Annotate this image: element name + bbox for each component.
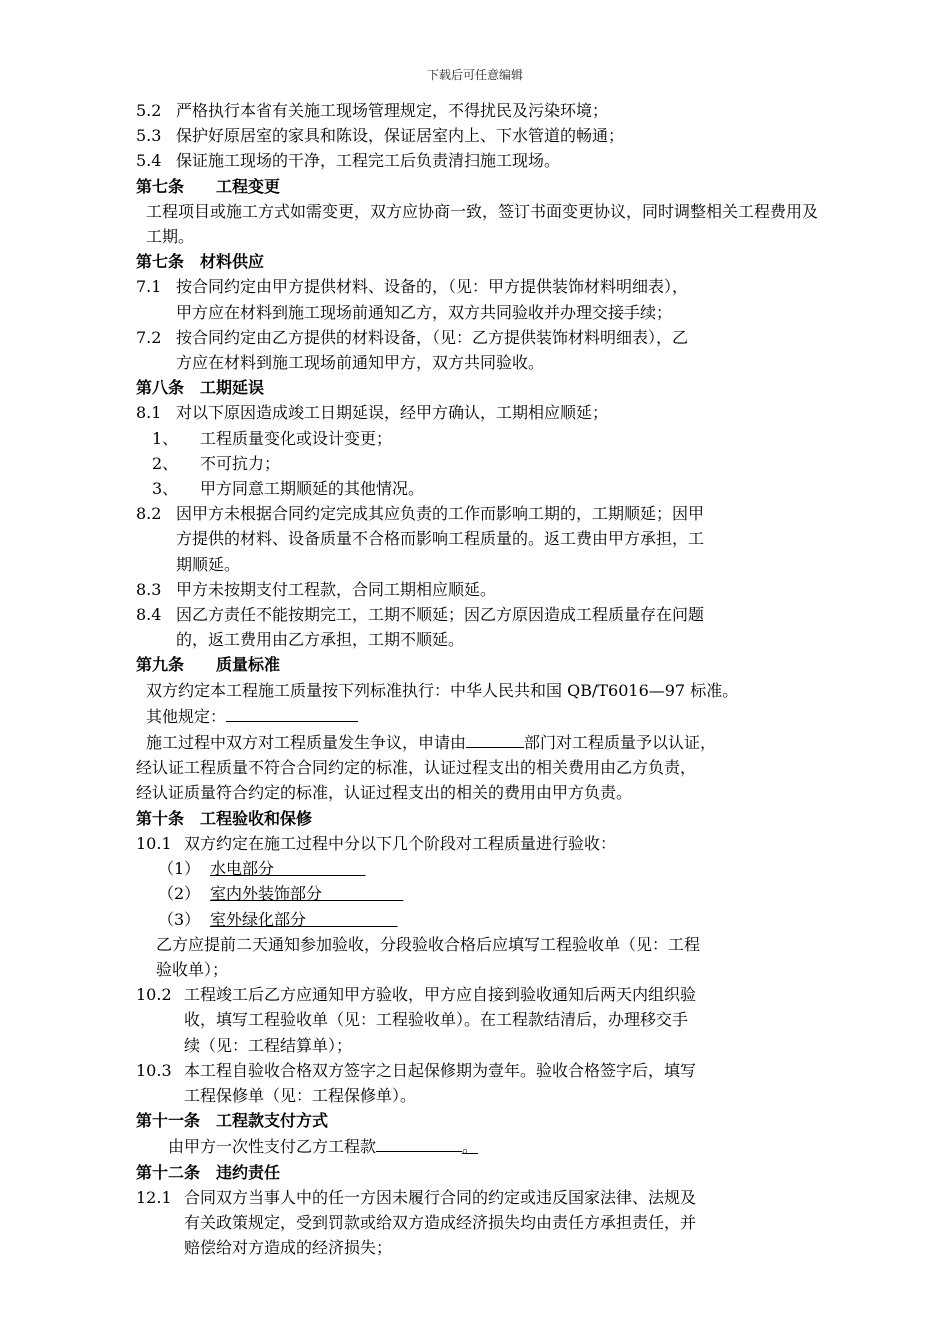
clause-number: 7.1 [136, 277, 162, 297]
clause-7-1 [136, 274, 826, 299]
inspection-stage [136, 907, 826, 932]
dispute-text: 施工过程中双方对工程质量发生争议，申请由 [146, 733, 467, 753]
clause-text: 按合同约定由乙方提供的材料设备，（见：乙方提供装饰材料明细表），乙 [176, 327, 689, 347]
payment-clause [136, 1133, 826, 1159]
stage-text: 水电部分 [210, 859, 366, 879]
clause-text-continued: 的，返工费用由乙方承担，工期不顺延。 [176, 630, 465, 650]
clause-text: 工程竣工后乙方应通知甲方验收，甲方应自接到验收通知后两天内组织验 [184, 985, 697, 1005]
inspection-stage [136, 856, 826, 881]
stage-number: （1） [158, 859, 201, 879]
dispute-clause-continued: 经认证质量符合约定的标准，认证过程支出的相关的费用由甲方负责。 [136, 783, 633, 803]
list-item [136, 451, 826, 476]
page-header: 下载后可任意编辑 [426, 68, 523, 82]
clause-number: 5.4 [136, 151, 162, 171]
clause-text: 因乙方责任不能按期完工，工期不顺延；因乙方原因造成工程质量存在问题 [176, 605, 705, 625]
inspection-notice: 乙方应提前二天通知参加验收，分段验收合格后应填写工程验收单（见：工程 [156, 934, 701, 954]
other-provisions-label: 其他规定： [146, 706, 227, 726]
clause-text-continued: 工程保修单（见：工程保修单）。 [184, 1085, 417, 1105]
article-heading: 第十条 工程验收和保修 [136, 808, 313, 828]
clause-text: 因甲方未根据合同约定完成其应负责的工作而影响工期的，工期顺延；因甲 [176, 504, 705, 524]
article-heading: 第十二条 违约责任 [136, 1162, 281, 1182]
clause-text-continued: 方应在材料到施工现场前通知甲方，双方共同验收。 [176, 353, 545, 373]
clause-number: 8.1 [136, 403, 162, 423]
clause-text: 对以下原因造成竣工日期延误，经甲方确认，工期相应顺延； [176, 403, 609, 423]
clause-number: 8.2 [136, 504, 162, 524]
dispute-text: 部门对工程质量予以认证， [524, 733, 717, 753]
quality-standard-text [136, 678, 826, 703]
clause-number: 10.2 [136, 985, 172, 1005]
payment-text: 由甲方一次性支付乙方工程款 [168, 1137, 377, 1157]
clause-text: 按合同约定由甲方提供材料、设备的，（见：甲方提供装饰材料明细表）， [176, 277, 689, 297]
clause-5-4 [136, 148, 826, 173]
article-heading: 第七条 材料供应 [136, 252, 265, 272]
department-blank[interactable] [466, 729, 524, 748]
clause-text: 严格执行本省有关施工现场管理规定，不得扰民及污染环境； [176, 101, 609, 120]
list-text: 工程质量变化或设计变更； [200, 428, 393, 448]
clause-10-1 [136, 831, 826, 856]
standard-statement: 双方约定本工程施工质量按下列标准执行：中华人民共和国 QB/T6016—97 标准。 [146, 680, 739, 700]
clause-text: 保护好原居室的家具和陈设，保证居室内上、下水管道的畅通； [176, 126, 625, 146]
clause-number: 12.1 [136, 1187, 172, 1207]
clause-5-3 [136, 123, 826, 148]
dispute-clause [136, 729, 826, 755]
clause-7-2 [136, 325, 826, 350]
payment-end: 。 [462, 1137, 479, 1157]
list-number: 3、 [152, 479, 179, 499]
clause-8-4 [136, 602, 826, 627]
other-provisions [136, 703, 826, 729]
stage-text: 室外绿化部分 [210, 909, 398, 929]
clause-number: 10.3 [136, 1060, 172, 1080]
article-heading: 第九条 质量标准 [136, 655, 281, 675]
list-item [136, 426, 826, 451]
stage-text: 室内外装饰部分 [210, 884, 404, 904]
clause-number: 8.3 [136, 579, 162, 599]
article-heading: 第七条 工程变更 [136, 176, 281, 196]
list-number: 1、 [152, 428, 179, 448]
document-body [136, 98, 826, 1260]
clause-number: 10.1 [136, 833, 172, 853]
article-heading: 第八条 工期延误 [136, 378, 265, 398]
clause-12-1 [136, 1185, 826, 1210]
payment-amount-blank[interactable] [376, 1133, 462, 1152]
clause-8-2 [136, 501, 826, 526]
clause-text-continued: 期顺延。 [176, 554, 241, 574]
inspection-stage [136, 881, 826, 906]
clause-text-continued: 赔偿给对方造成的经济损失； [184, 1238, 393, 1258]
list-item [136, 476, 826, 501]
stage-number: （2） [158, 884, 201, 904]
dispute-clause-continued: 经认证工程质量不符合合同约定的标准，认证过程支出的相关费用由乙方负责， [136, 758, 697, 778]
clause-text-continued: 方提供的材料、设备质量不合格而影响工程质量的。返工费由甲方承担，工 [176, 529, 705, 549]
clause-number: 5.3 [136, 126, 162, 146]
clause-number: 7.2 [136, 327, 162, 347]
article-heading: 第十一条 工程款支付方式 [136, 1111, 329, 1131]
clause-text: 本工程自验收合格双方签字之日起保修期为壹年。验收合格签字后，填写 [184, 1060, 697, 1080]
clause-text: 合同双方当事人中的任一方因未履行合同的约定或违反国家法律、法规及 [184, 1187, 697, 1207]
clause-5-2 [136, 98, 826, 123]
clause-text-continued: 收，填写工程验收单（见：工程验收单）。在工程款结清后，办理移交手 [184, 1010, 689, 1030]
other-provisions-blank[interactable] [226, 703, 358, 722]
clause-text: 双方约定在施工过程中分以下几个阶段对工程质量进行验收： [184, 833, 617, 853]
clause-text: 甲方未按期支付工程款，合同工期相应顺延。 [176, 579, 497, 599]
clause-number: 8.4 [136, 605, 162, 625]
list-number: 2、 [152, 453, 179, 473]
clause-number: 5.2 [136, 101, 162, 120]
clause-text-continued: 有关政策规定，受到罚款或给双方造成经济损失均由责任方承担责任，并 [184, 1212, 697, 1232]
clause-10-2 [136, 982, 826, 1007]
clause-8-1 [136, 400, 826, 425]
clause-text: 保证施工现场的干净，工程完工后负责清扫施工现场。 [176, 151, 561, 171]
list-text: 甲方同意工期顺延的其他情况。 [200, 479, 425, 499]
clause-8-3 [136, 577, 826, 602]
stage-number: （3） [158, 909, 201, 929]
clause-10-3 [136, 1058, 826, 1083]
list-text: 不可抗力； [200, 453, 281, 473]
clause-text-continued: 甲方应在材料到施工现场前通知乙方，双方共同验收并办理交接手续； [176, 302, 673, 322]
article-paragraph: 工程项目或施工方式如需变更，双方应协商一致，签订书面变更协议，同时调整相关工程费用及工期。 [146, 201, 819, 247]
clause-text-continued: 续（见：工程结算单）； [184, 1035, 353, 1055]
inspection-notice-continued: 验收单）； [156, 959, 229, 979]
